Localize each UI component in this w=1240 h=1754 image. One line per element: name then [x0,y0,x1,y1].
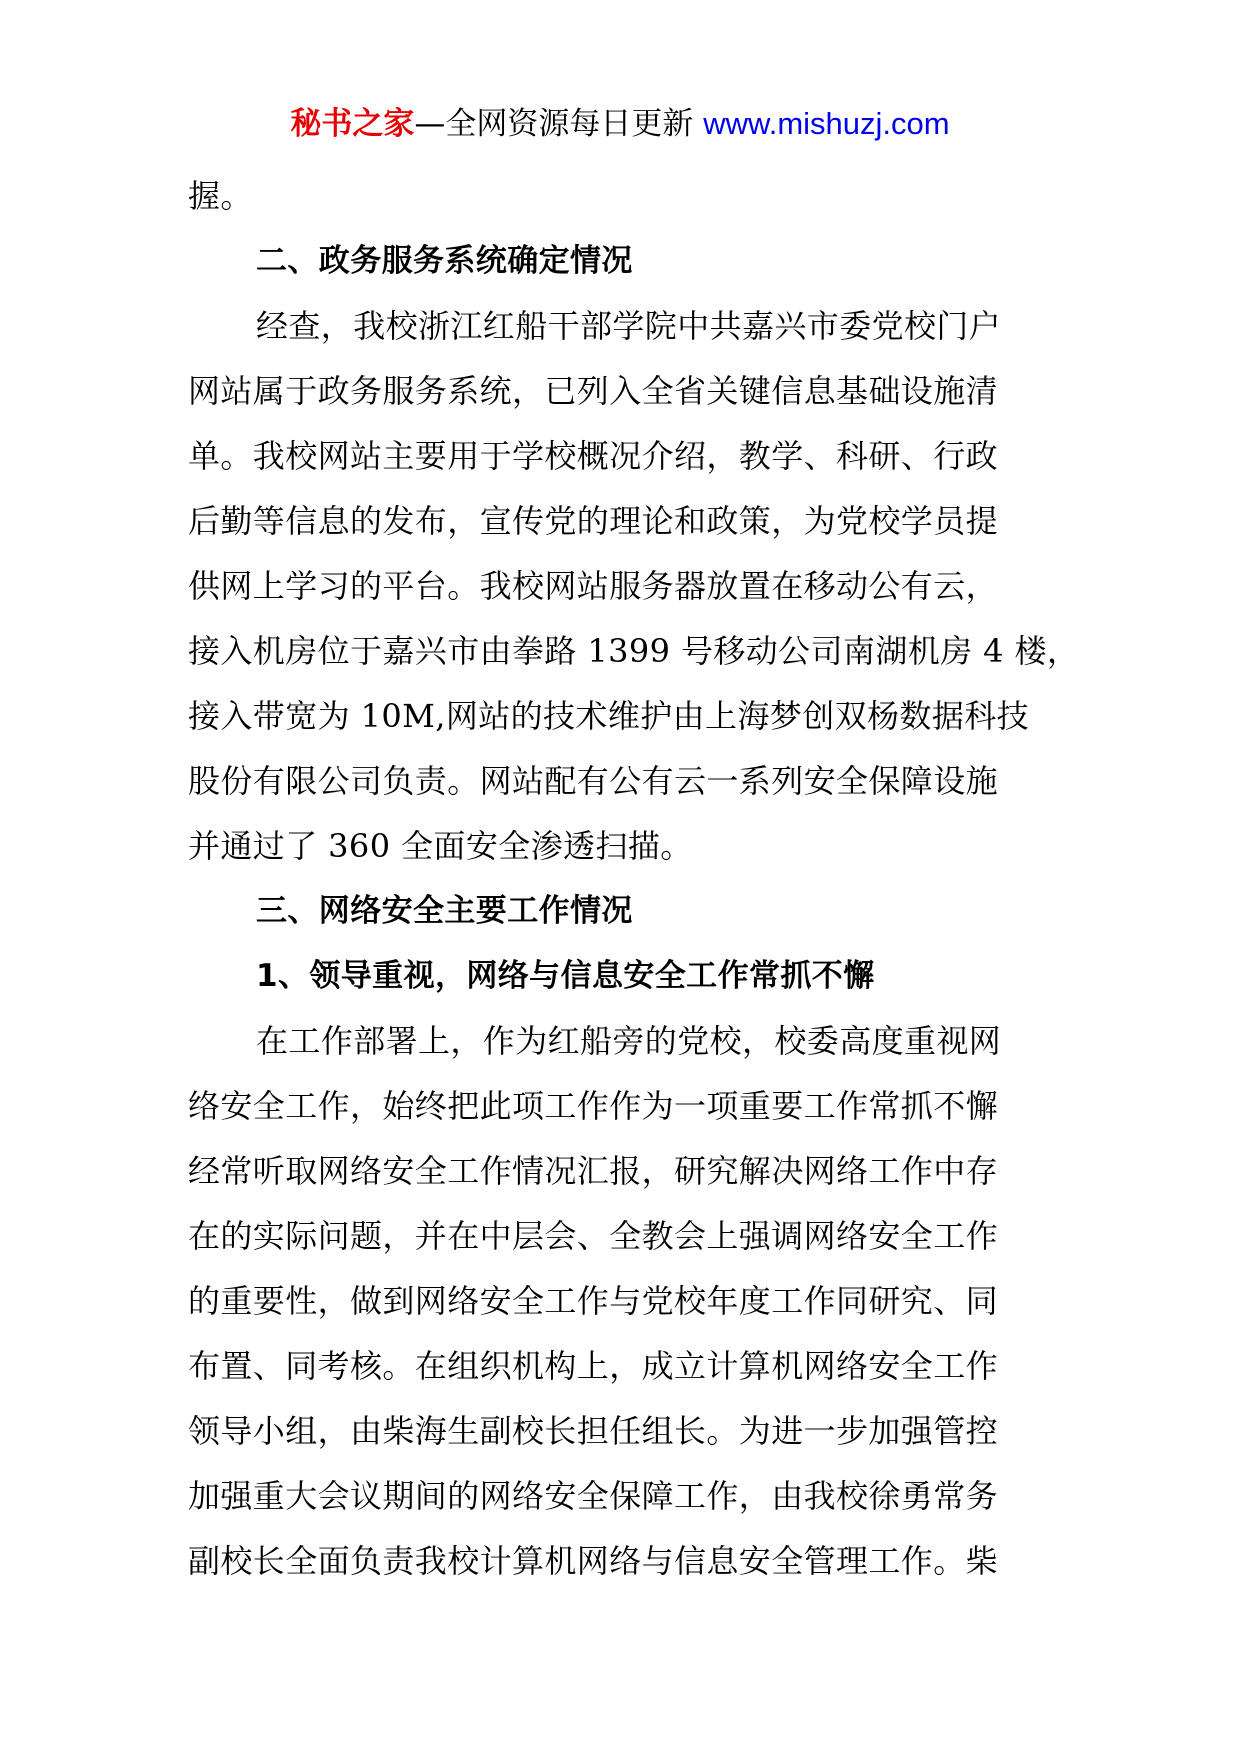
brand-name: 秘书之家 [290,106,415,142]
paragraph-line: 在的实际问题，并在中层会、全教会上强调网络安全工作 [188,1217,999,1255]
subsection-heading-1: 1、领导重视，网络与信息安全工作常抓不懈 [256,958,875,994]
paragraph-line: 股份有限公司负责。网站配有公有云一系列安全保障设施 [188,762,999,800]
website-link[interactable]: www.mishuzj.com [703,106,950,141]
paragraph-line: 供网上学习的平台。我校网站服务器放置在移动公有云， [188,567,999,605]
paragraph-continuation: 握。 [188,177,253,215]
paragraph-line: 领导小组，由柴海生副校长担任组长。为进一步加强管控 [188,1412,999,1450]
paragraph-line: 在工作部署上，作为红船旁的党校，校委高度重视网 [256,1022,1002,1060]
section-heading-2: 二、政务服务系统确定情况 [256,243,633,279]
paragraph-line: 经常听取网络安全工作情况汇报，研究解决网络工作中存 [188,1152,999,1190]
paragraph-line: 经查，我校浙江红船干部学院中共嘉兴市委党校门户 [256,307,1002,345]
paragraph-line: 接入机房位于嘉兴市由拳路 1399 号移动公司南湖机房 4 楼， [188,632,1080,670]
header-slogan: —全网资源每日更新 [414,106,704,142]
paragraph-line: 的重要性，做到网络安全工作与党校年度工作同研究、同 [188,1282,999,1320]
paragraph-line: 络安全工作，始终把此项工作作为一项重要工作常抓不懈 [188,1087,999,1125]
page-header [0,102,1240,146]
paragraph-line: 接入带宽为 10M,网站的技术维护由上海梦创双杨数据科技 [188,697,1030,735]
paragraph-line: 单。我校网站主要用于学校概况介绍，教学、科研、行政 [188,437,999,475]
paragraph-line: 网站属于政务服务系统，已列入全省关键信息基础设施清 [188,372,999,410]
paragraph-line: 后勤等信息的发布，宣传党的理论和政策，为党校学员提 [188,502,999,540]
paragraph-line: 加强重大会议期间的网络安全保障工作，由我校徐勇常务 [188,1477,999,1515]
section-heading-3: 三、网络安全主要工作情况 [256,893,633,929]
paragraph-line: 副校长全面负责我校计算机网络与信息安全管理工作。柴 [188,1542,999,1580]
document-body [188,164,1080,1594]
paragraph-line: 并通过了 360 全面安全渗透扫描。 [188,827,693,865]
paragraph-line: 布置、同考核。在组织机构上，成立计算机网络安全工作 [188,1347,999,1385]
